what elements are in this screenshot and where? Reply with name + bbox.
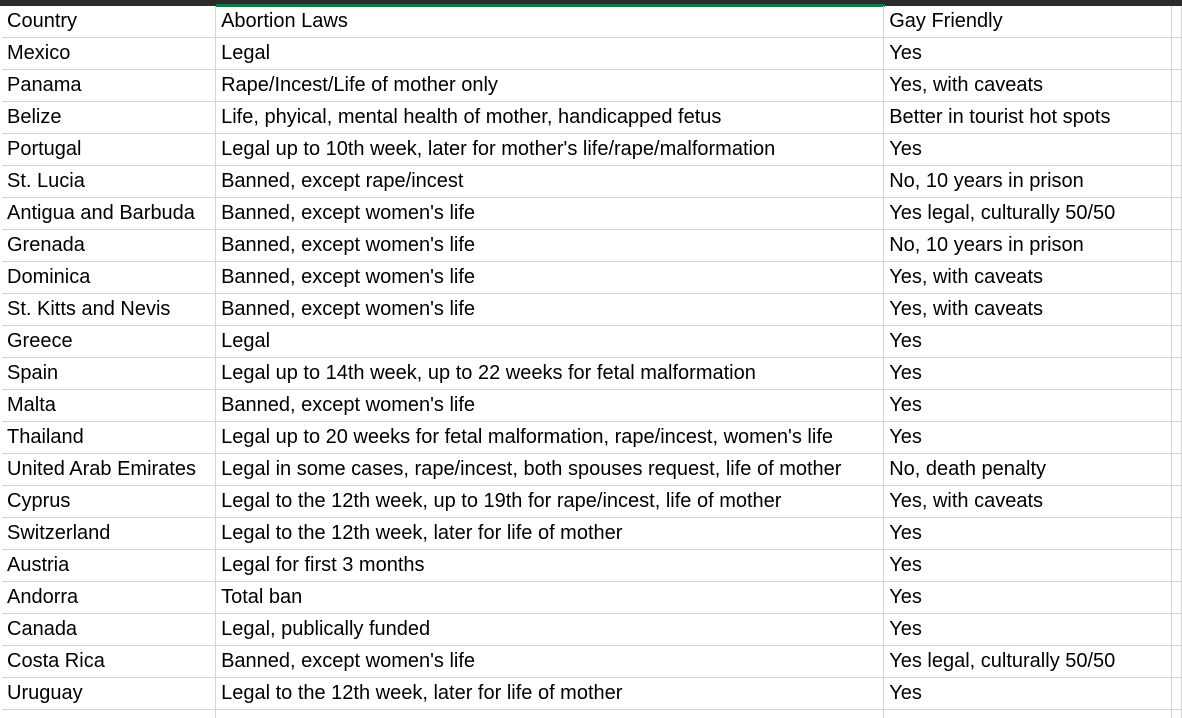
country-cell[interactable]: Panama [2, 70, 216, 102]
data-table [2, 6, 1182, 718]
table-row [2, 646, 1182, 678]
gay-friendly-cell[interactable]: Yes [884, 678, 1172, 710]
header-gay-friendly[interactable]: Gay Friendly [884, 6, 1172, 38]
country-cell[interactable]: St. Kitts and Nevis [2, 294, 216, 326]
empty-cell[interactable] [1172, 678, 1182, 710]
empty-cell[interactable] [1172, 262, 1182, 294]
abortion-laws-cell[interactable]: Legal in some cases, rape/incest, both spouses request, life of mother [216, 454, 884, 486]
abortion-laws-cell[interactable]: Legal up to 14th week, up to 22 weeks for fetal malformation [216, 358, 884, 390]
country-cell[interactable]: Malta [2, 390, 216, 422]
abortion-laws-cell[interactable]: Legal up to 10th week, later for mother's life/rape/malformation [216, 134, 884, 166]
country-cell[interactable]: Grenada [2, 230, 216, 262]
empty-cell[interactable] [1172, 390, 1182, 422]
empty-cell[interactable] [1172, 134, 1182, 166]
table-row [2, 710, 1182, 718]
country-cell[interactable]: Portugal [2, 134, 216, 166]
gay-friendly-cell[interactable]: No, death penalty [884, 454, 1172, 486]
empty-cell[interactable] [1172, 710, 1182, 718]
country-cell[interactable]: United Arab Emirates [2, 454, 216, 486]
header-country[interactable]: Country [2, 6, 216, 38]
empty-cell[interactable] [1172, 70, 1182, 102]
abortion-laws-cell[interactable]: Legal to the 12th week, later for life of mother [216, 678, 884, 710]
country-cell[interactable]: Greece [2, 326, 216, 358]
gay-friendly-cell[interactable]: Yes [884, 582, 1172, 614]
abortion-laws-cell[interactable]: Legal for first 3 months [216, 550, 884, 582]
country-cell[interactable]: Belize [2, 102, 216, 134]
empty-cell[interactable] [1172, 102, 1182, 134]
table-row [2, 134, 1182, 166]
abortion-laws-cell[interactable]: Legal [216, 326, 884, 358]
abortion-laws-cell[interactable]: Legal to the 12th week, up to 19th for rape/incest, life of mother [216, 486, 884, 518]
table-row [2, 326, 1182, 358]
table-row [2, 358, 1182, 390]
gay-friendly-cell[interactable]: Yes, with caveats [884, 70, 1172, 102]
abortion-laws-cell[interactable]: Legal to the 12th week, later for life of mother [216, 518, 884, 550]
table-row [2, 38, 1182, 70]
gay-friendly-cell[interactable]: Yes [884, 518, 1172, 550]
country-cell[interactable]: Spain [2, 358, 216, 390]
table-row [2, 518, 1182, 550]
country-cell[interactable] [2, 710, 216, 718]
empty-cell[interactable] [1172, 550, 1182, 582]
abortion-laws-cell[interactable]: Banned, except women's life [216, 230, 884, 262]
country-cell[interactable]: Antigua and Barbuda [2, 198, 216, 230]
empty-cell[interactable] [1172, 486, 1182, 518]
abortion-laws-cell[interactable] [216, 710, 884, 718]
empty-cell[interactable] [1172, 582, 1182, 614]
empty-cell[interactable] [1172, 614, 1182, 646]
abortion-laws-cell[interactable]: Legal [216, 38, 884, 70]
table-row [2, 70, 1182, 102]
gay-friendly-cell[interactable]: No, 10 years in prison [884, 166, 1172, 198]
table-row [2, 294, 1182, 326]
empty-cell[interactable] [1172, 454, 1182, 486]
empty-cell[interactable] [1172, 230, 1182, 262]
empty-cell[interactable] [1172, 422, 1182, 454]
country-cell[interactable]: Mexico [2, 38, 216, 70]
empty-cell[interactable] [1172, 326, 1182, 358]
empty-cell[interactable] [1172, 518, 1182, 550]
country-cell[interactable]: Dominica [2, 262, 216, 294]
gay-friendly-cell[interactable]: Yes [884, 134, 1172, 166]
gay-friendly-cell[interactable]: No, 10 years in prison [884, 230, 1172, 262]
table-row [2, 486, 1182, 518]
abortion-laws-cell[interactable]: Banned, except rape/incest [216, 166, 884, 198]
empty-cell[interactable] [1172, 38, 1182, 70]
gay-friendly-cell[interactable]: Yes [884, 38, 1172, 70]
abortion-laws-cell[interactable]: Banned, except women's life [216, 390, 884, 422]
table-row [2, 230, 1182, 262]
empty-cell[interactable] [1172, 166, 1182, 198]
gay-friendly-cell[interactable]: Yes [884, 422, 1172, 454]
table-row [2, 678, 1182, 710]
empty-cell[interactable] [1172, 198, 1182, 230]
table-row [2, 422, 1182, 454]
gay-friendly-cell[interactable]: Yes [884, 390, 1172, 422]
country-cell[interactable]: Canada [2, 614, 216, 646]
country-cell[interactable]: Cyprus [2, 486, 216, 518]
country-cell[interactable]: Switzerland [2, 518, 216, 550]
table-row [2, 550, 1182, 582]
gay-friendly-cell[interactable]: Better in tourist hot spots [884, 102, 1172, 134]
empty-cell[interactable] [1172, 6, 1182, 38]
empty-cell[interactable] [1172, 358, 1182, 390]
empty-cell[interactable] [1172, 294, 1182, 326]
table-row [2, 582, 1182, 614]
abortion-laws-cell[interactable]: Legal up to 20 weeks for fetal malformation, rape/incest, women's life [216, 422, 884, 454]
country-cell[interactable]: Uruguay [2, 678, 216, 710]
abortion-laws-cell[interactable]: Banned, except women's life [216, 646, 884, 678]
table-row [2, 198, 1182, 230]
country-cell[interactable]: St. Lucia [2, 166, 216, 198]
abortion-laws-cell[interactable]: Total ban [216, 582, 884, 614]
country-cell[interactable]: Andorra [2, 582, 216, 614]
abortion-laws-cell[interactable]: Banned, except women's life [216, 198, 884, 230]
gay-friendly-cell[interactable]: Yes, with caveats [884, 486, 1172, 518]
gay-friendly-cell[interactable]: Yes [884, 358, 1172, 390]
abortion-laws-cell[interactable]: Legal, publically funded [216, 614, 884, 646]
abortion-laws-cell[interactable]: Banned, except women's life [216, 294, 884, 326]
table-row [2, 102, 1182, 134]
abortion-laws-cell[interactable]: Banned, except women's life [216, 262, 884, 294]
table-row [2, 390, 1182, 422]
table-row [2, 262, 1182, 294]
header-row [2, 6, 1182, 38]
gay-friendly-cell[interactable]: Yes [884, 550, 1172, 582]
country-cell[interactable]: Austria [2, 550, 216, 582]
gay-friendly-cell[interactable] [884, 710, 1172, 718]
empty-cell[interactable] [1172, 646, 1182, 678]
table-row [2, 614, 1182, 646]
table-row [2, 166, 1182, 198]
gay-friendly-cell[interactable]: Yes legal, culturally 50/50 [884, 198, 1172, 230]
gay-friendly-cell[interactable]: Yes, with caveats [884, 294, 1172, 326]
gay-friendly-cell[interactable]: Yes, with caveats [884, 262, 1172, 294]
abortion-laws-cell[interactable]: Life, phyical, mental health of mother, handicapped fetus [216, 102, 884, 134]
header-abortion-laws[interactable]: Abortion Laws [216, 6, 884, 38]
country-cell[interactable]: Thailand [2, 422, 216, 454]
gay-friendly-cell[interactable]: Yes [884, 326, 1172, 358]
abortion-laws-cell[interactable]: Rape/Incest/Life of mother only [216, 70, 884, 102]
gay-friendly-cell[interactable]: Yes legal, culturally 50/50 [884, 646, 1172, 678]
country-cell[interactable]: Costa Rica [2, 646, 216, 678]
table-row [2, 454, 1182, 486]
gay-friendly-cell[interactable]: Yes [884, 614, 1172, 646]
